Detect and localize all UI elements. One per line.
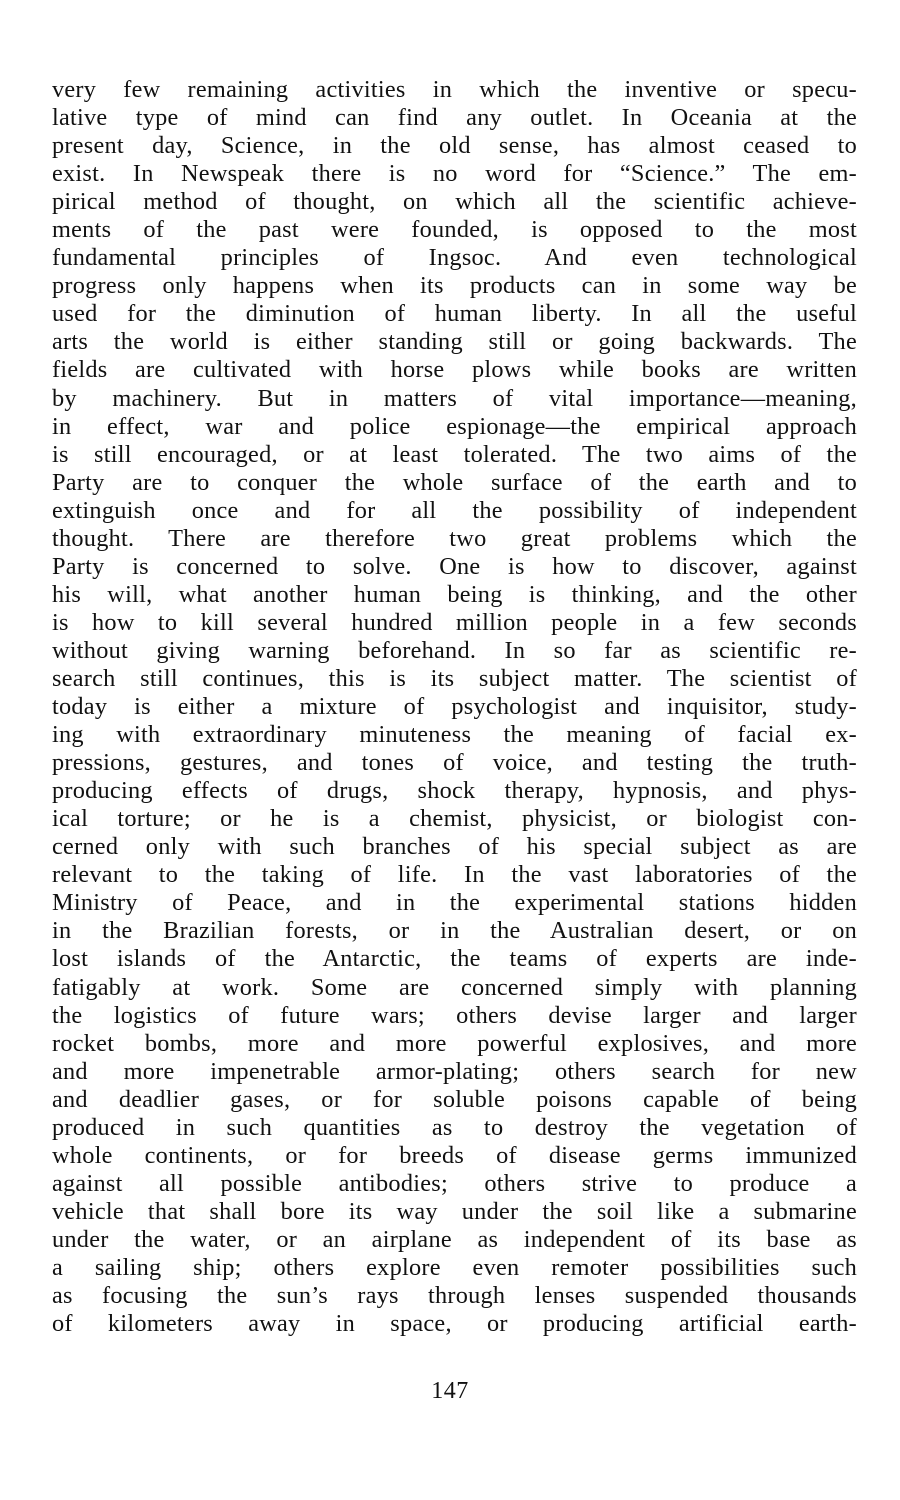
text-line: whole continents, or for breeds of disease germs immunized [52, 1141, 857, 1169]
text-line: and more impenetrable armor-plating; others search for new [52, 1057, 857, 1085]
text-line: used for the diminution of human liberty. In all the useful [52, 300, 857, 328]
text-line: a sailing ship; others explore even remoter possibilities such [52, 1253, 857, 1281]
text-line: relevant to the taking of life. In the vast laboratories of the [52, 861, 857, 889]
body-text [52, 76, 857, 1338]
text-line: by machinery. But in matters of vital importance—meaning, [52, 384, 857, 412]
text-line: against all possible antibodies; others strive to produce a [52, 1169, 857, 1197]
text-line: lative type of mind can find any outlet. In Oceania at the [52, 104, 857, 132]
text-line: in the Brazilian forests, or in the Australian desert, or on [52, 917, 857, 945]
text-line: present day, Science, in the old sense, has almost ceased to [52, 132, 857, 160]
text-line: lost islands of the Antarctic, the teams of experts are inde- [52, 945, 857, 973]
text-line: produced in such quantities as to destroy the vegetation of [52, 1113, 857, 1141]
text-line: today is either a mixture of psychologist and inquisitor, study- [52, 693, 857, 721]
text-line: fatigably at work. Some are concerned simply with planning [52, 973, 857, 1001]
text-line: thought. There are therefore two great problems which the [52, 524, 857, 552]
text-line: Ministry of Peace, and in the experimental stations hidden [52, 889, 857, 917]
text-line: is how to kill several hundred million people in a few seconds [52, 608, 857, 636]
text-line: exist. In Newspeak there is no word for “Science.” The em- [52, 160, 857, 188]
text-line: and deadlier gases, or for soluble poisons capable of being [52, 1085, 857, 1113]
text-line: without giving warning beforehand. In so far as scientific re- [52, 636, 857, 664]
text-line: is still encouraged, or at least tolerated. The two aims of the [52, 440, 857, 468]
text-line: the logistics of future wars; others devise larger and larger [52, 1001, 857, 1029]
text-line: ments of the past were founded, is opposed to the most [52, 216, 857, 244]
text-line: under the water, or an airplane as independent of its base as [52, 1225, 857, 1253]
text-line: progress only happens when its products can in some way be [52, 272, 857, 300]
text-line: Party is concerned to solve. One is how to discover, against [52, 552, 857, 580]
text-line: ical torture; or he is a chemist, physicist, or biologist con- [52, 805, 857, 833]
text-line: rocket bombs, more and more powerful explosives, and more [52, 1029, 857, 1057]
text-line: fundamental principles of Ingsoc. And even technological [52, 244, 857, 272]
page-number: 147 [431, 1378, 469, 1404]
text-line: Party are to conquer the whole surface of the earth and to [52, 468, 857, 496]
text-line: pirical method of thought, on which all the scientific achieve- [52, 188, 857, 216]
text-line: in effect, war and police espionage—the empirical approach [52, 412, 857, 440]
text-line: producing effects of drugs, shock therapy, hypnosis, and phys- [52, 777, 857, 805]
text-line: of kilometers away in space, or producing artificial earth- [52, 1310, 857, 1338]
text-line: extinguish once and for all the possibility of independent [52, 496, 857, 524]
text-line: very few remaining activities in which the inventive or specu- [52, 76, 857, 103]
text-line: vehicle that shall bore its way under the soil like a submarine [52, 1197, 857, 1225]
text-line: ing with extraordinary minuteness the meaning of facial ex- [52, 721, 857, 749]
text-line: cerned only with such branches of his special subject as are [52, 833, 857, 861]
text-line: search still continues, this is its subject matter. The scientist of [52, 664, 857, 692]
text-line: arts the world is either standing still or going backwards. The [52, 328, 857, 356]
text-line: his will, what another human being is thinking, and the other [52, 580, 857, 608]
text-line: fields are cultivated with horse plows while books are written [52, 356, 857, 384]
text-line: as focusing the sun’s rays through lenses suspended thousands [52, 1282, 857, 1310]
text-line: pressions, gestures, and tones of voice, and testing the truth- [52, 749, 857, 777]
